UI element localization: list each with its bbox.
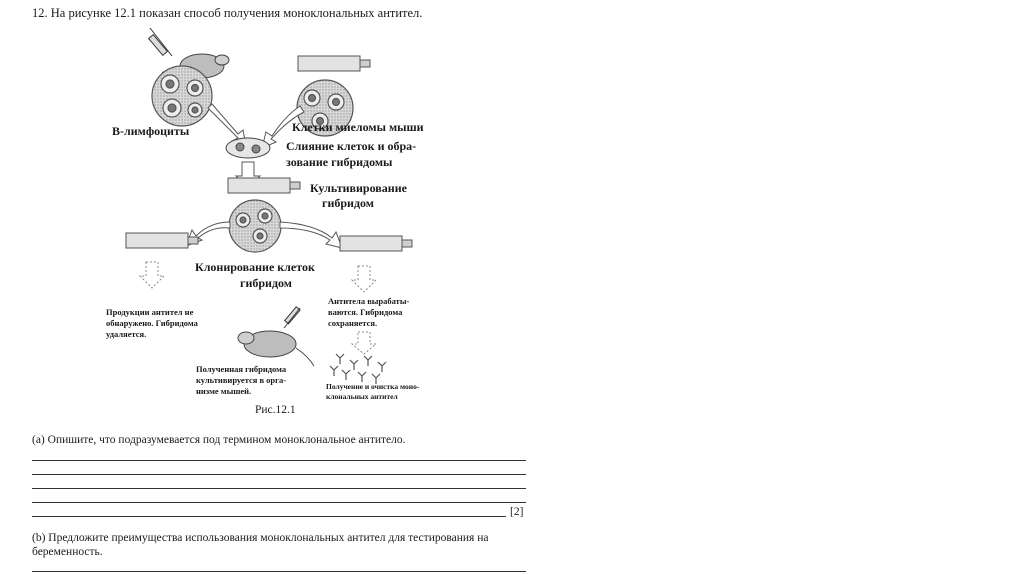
label-left-1: Продукции антител не <box>106 307 194 317</box>
label-cultivation-2: гибридом <box>322 196 374 210</box>
part-b-question-line-1: (b) Предложите преимущества использования моноклональных антител для тестирования на <box>32 532 489 544</box>
question-title: 12. На рисунке 12.1 показан способ получения моноклональных антител. <box>32 6 423 20</box>
part-a-question: (a) Опишите, что подразумевается под термином моноклональное антитело. <box>32 434 406 446</box>
label-mouse-1: Полученная гибридома <box>196 364 287 374</box>
cultivation-dish <box>229 200 281 252</box>
b-lymphocyte-dish <box>152 66 212 126</box>
label-left-2: обнаружено. Гибридома <box>106 318 198 328</box>
answer-line[interactable] <box>32 502 526 503</box>
arrow-to-right-flask <box>280 222 342 248</box>
answer-line[interactable] <box>32 571 526 572</box>
left-flask <box>126 233 198 248</box>
label-cloning-1: Клонирование клеток <box>195 260 315 274</box>
answer-line[interactable] <box>32 460 526 461</box>
syringe-icon <box>149 28 172 56</box>
figure-caption: Рис.12.1 <box>255 404 296 416</box>
label-cultivation-1: Культивирование <box>310 181 407 195</box>
label-purify-1: Получение и очистка моно- <box>326 382 420 391</box>
label-right-1: Антитела вырабаты- <box>328 296 410 306</box>
cultivation-flask <box>228 178 300 193</box>
part-b-question-line-2: беременность. <box>32 546 103 558</box>
answer-line[interactable] <box>32 488 526 489</box>
label-fusion-2: зование гибридомы <box>286 155 393 169</box>
answer-line[interactable] <box>32 516 506 517</box>
arrow-down-right <box>352 266 376 292</box>
label-purify-2: клональных антител <box>326 392 398 401</box>
label-cloning-2: гибридом <box>240 276 292 290</box>
arrow-down-antibodies <box>352 332 376 354</box>
right-flask <box>340 236 412 251</box>
label-mouse-2: культивируется в орга- <box>196 375 287 385</box>
syringe-bottom-icon <box>284 307 300 328</box>
label-right-3: сохраняется. <box>328 318 378 328</box>
answer-line[interactable] <box>32 474 526 475</box>
label-myeloma: Клетки миеломы мыши <box>292 120 424 134</box>
label-b-lymphocytes: В-лимфоциты <box>112 124 190 138</box>
antibodies-icon <box>330 354 386 384</box>
arrow-down-left <box>140 262 164 288</box>
label-fusion-1: Слияние клеток и обра- <box>286 139 417 153</box>
part-a-marks: [2] <box>510 506 524 518</box>
myeloma-flask <box>298 56 370 71</box>
figure-12-1 <box>100 26 450 426</box>
fusion-cell <box>226 138 270 158</box>
label-mouse-3: низме мышей. <box>196 386 252 396</box>
label-right-2: ваются. Гибридома <box>328 307 403 317</box>
label-left-3: удаляется. <box>106 329 147 339</box>
mouse-bottom-icon <box>238 331 314 366</box>
